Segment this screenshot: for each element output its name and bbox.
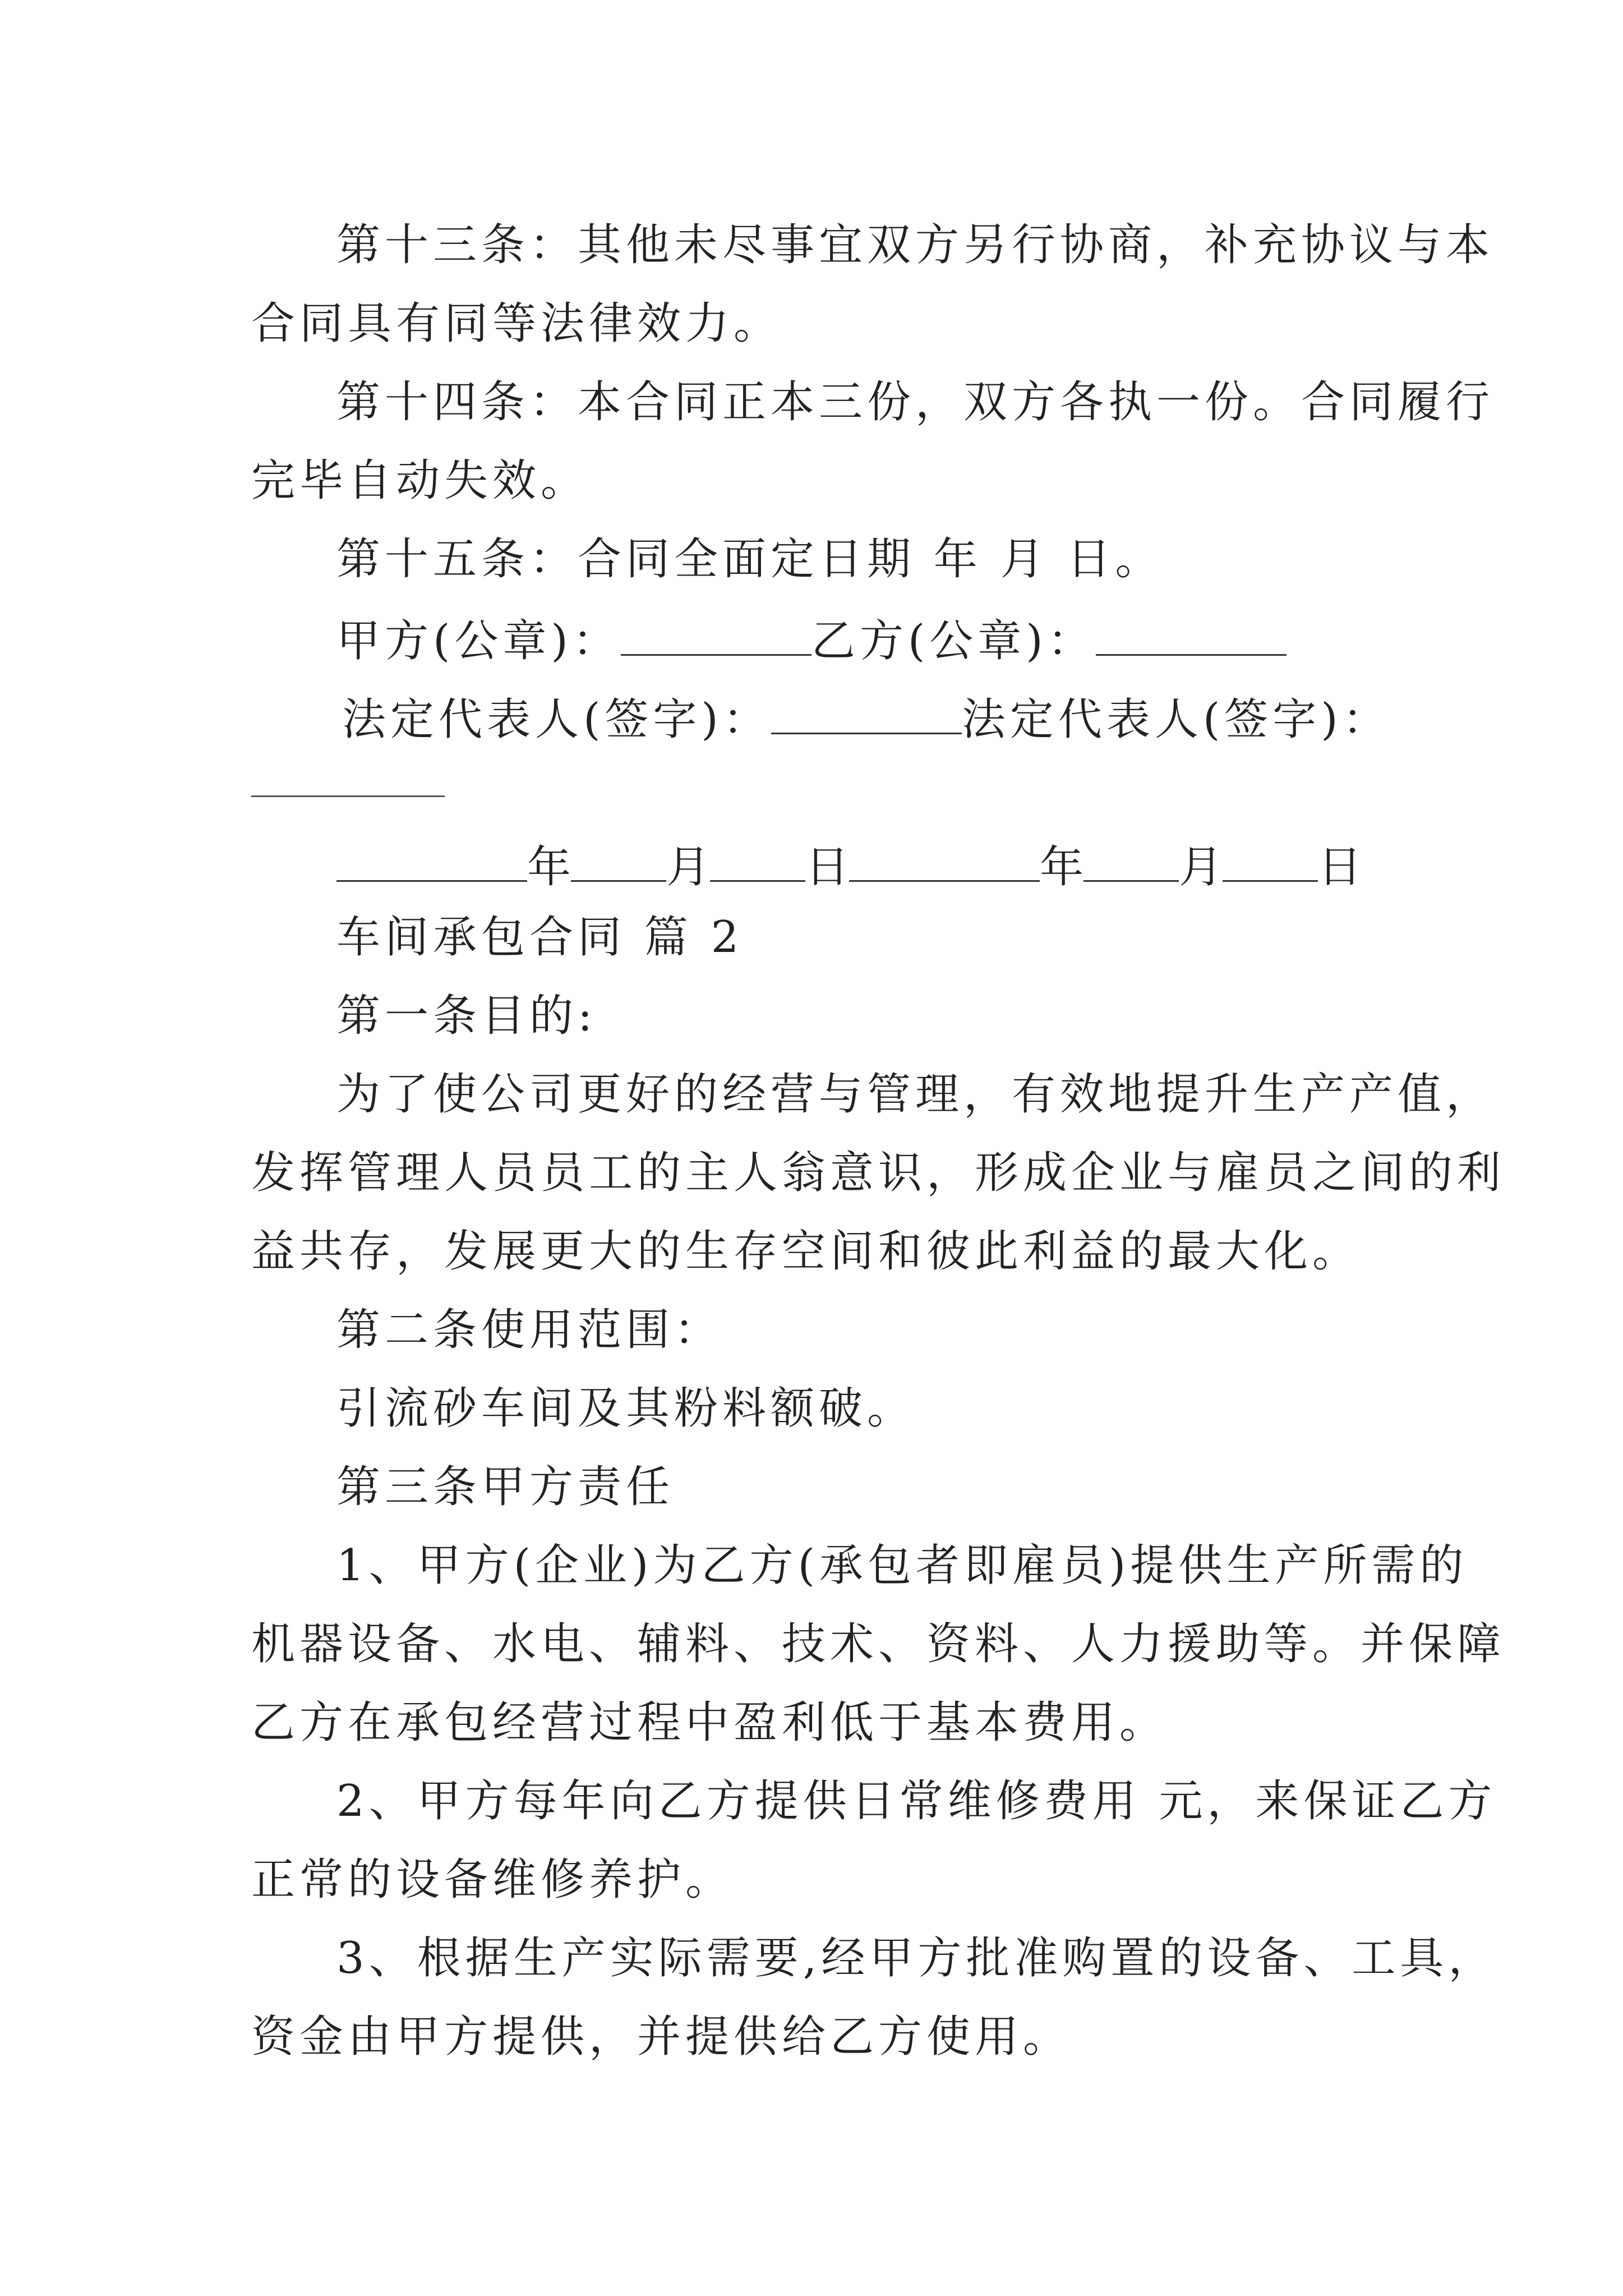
article-13-line-2: 合同具有同等法律效力。 bbox=[251, 298, 782, 349]
item-1-line-3: 乙方在承包经营过程中盈利低于基本费用。 bbox=[251, 1697, 1168, 1748]
item-2-line-1: 2、甲方每年向乙方提供日常维修费用 元，来保证乙方 bbox=[336, 1776, 1497, 1826]
date-b-day: 日 bbox=[1318, 842, 1362, 892]
item-2-line-2: 正常的设备维修养护。 bbox=[251, 1855, 734, 1905]
date-b-day-blank bbox=[1223, 839, 1318, 882]
purpose-line-2: 发挥管理人员员工的主人翁意识，形成企业与雇员之间的利 bbox=[251, 1148, 1506, 1198]
date-b-month: 月 bbox=[1179, 842, 1223, 892]
date-b-year: 年 bbox=[1040, 842, 1084, 892]
legal-rep-a-label: 法定代表人(签字)： bbox=[342, 694, 771, 745]
legal-rep-b-blank bbox=[251, 795, 445, 797]
article-14-line-1: 第十四条：本合同正本三份，双方各执一份。合同履行 bbox=[336, 377, 1495, 427]
date-row bbox=[336, 839, 1362, 892]
date-a-year: 年 bbox=[527, 842, 571, 892]
article-13-line-1: 第十三条：其他未尽事宜双方另行协商，补充协议与本 bbox=[336, 220, 1495, 270]
party-b-seal-label: 乙方(公章)： bbox=[811, 616, 1096, 666]
party-a-seal-blank bbox=[621, 613, 811, 656]
article-15: 第十五条：合同全面定日期 年 月 日。 bbox=[336, 534, 1164, 585]
item-1-line-2: 机器设备、水电、辅料、技术、资料、人力援助等。并保障 bbox=[251, 1619, 1506, 1669]
date-b-year-blank bbox=[849, 839, 1040, 882]
date-a-month-blank bbox=[571, 839, 666, 882]
purpose-line-1: 为了使公司更好的经营与管理，有效地提升生产产值， bbox=[336, 1069, 1495, 1120]
date-a-year-blank bbox=[336, 839, 527, 882]
date-a-day-blank bbox=[710, 839, 805, 882]
seal-row bbox=[336, 613, 1287, 666]
purpose-line-3: 益共存，发展更大的生存空间和彼此利益的最大化。 bbox=[251, 1226, 1361, 1277]
article-3-title: 第三条甲方责任 bbox=[336, 1462, 675, 1512]
legal-rep-row bbox=[342, 691, 1391, 745]
date-b-month-blank bbox=[1083, 839, 1179, 882]
item-3-line-2: 资金由甲方提供，并提供给乙方使用。 bbox=[251, 2012, 1072, 2062]
item-3-line-1: 3、根据生产实际需要,经甲方批准购置的设备、工具， bbox=[336, 1933, 1497, 1984]
section-2-title: 车间承包合同 篇 2 bbox=[336, 912, 744, 963]
article-2-title: 第二条使用范围： bbox=[336, 1305, 723, 1355]
item-1-line-1: 1、甲方(企业)为乙方(承包者即雇员)提供生产所需的 bbox=[336, 1540, 1468, 1591]
date-a-month: 月 bbox=[666, 842, 711, 892]
party-a-seal-label: 甲方(公章)： bbox=[336, 616, 621, 666]
date-a-day: 日 bbox=[805, 842, 850, 892]
article-14-line-2: 完毕自动失效。 bbox=[251, 455, 589, 506]
article-1-title: 第一条目的: bbox=[336, 991, 597, 1041]
scope-text: 引流砂车间及其粉料额破。 bbox=[336, 1383, 916, 1434]
legal-rep-b-label: 法定代表人(签字)： bbox=[961, 694, 1391, 745]
party-b-seal-blank bbox=[1096, 613, 1287, 656]
legal-rep-a-blank bbox=[771, 691, 962, 734]
